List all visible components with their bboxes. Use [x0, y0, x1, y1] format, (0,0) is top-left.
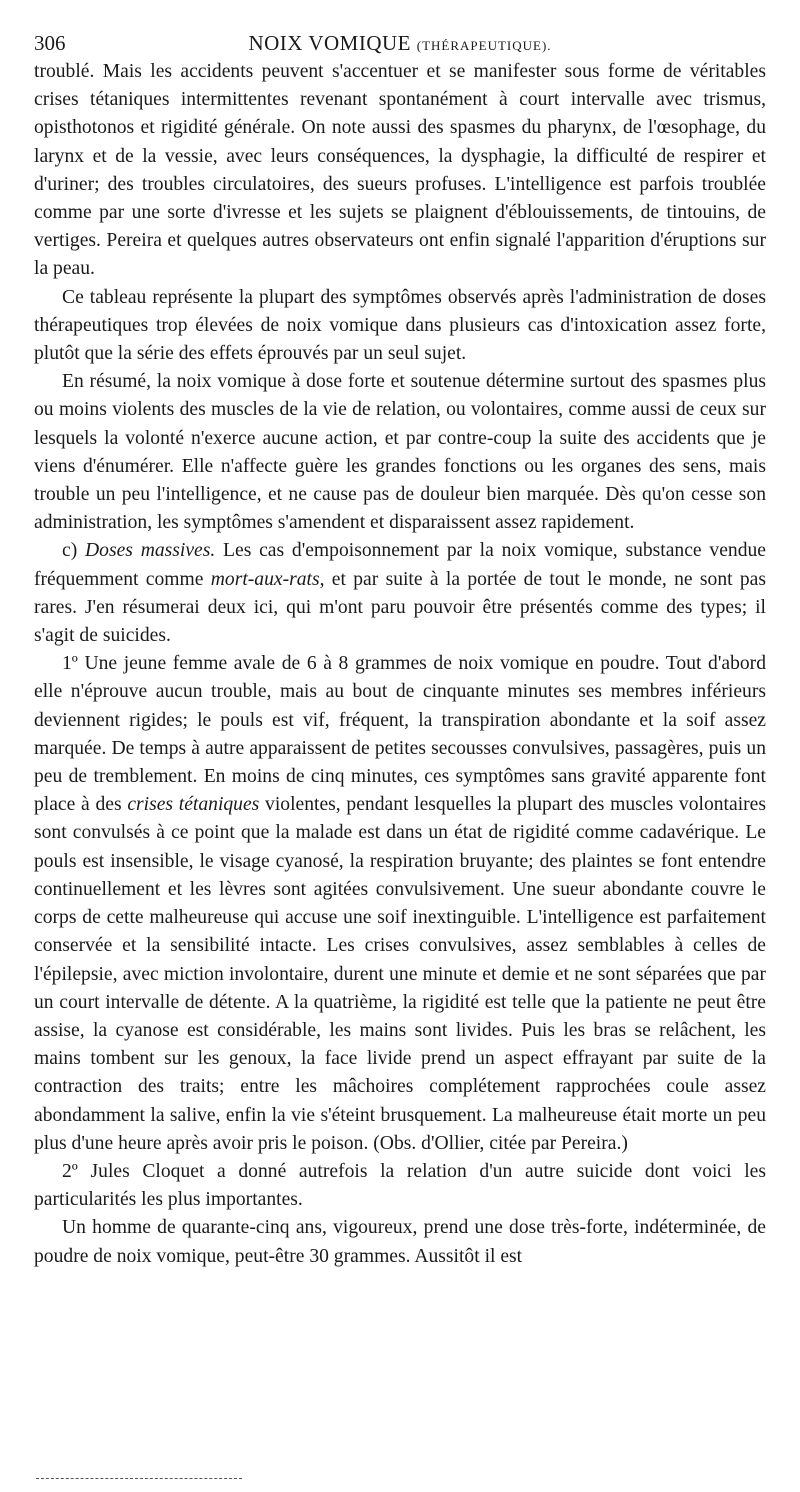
running-title	[34, 30, 766, 59]
paragraph-text: Les cas d'empoisonnement par la noix vomique, substance vendue fréquemment comme	[34, 540, 766, 590]
paragraph-case-2: 2º Jules Cloquet a donné autrefois la relation d'un autre suicide dont voici les particularités les plus importantes.	[34, 1160, 766, 1211]
paragraph-resume: En résumé, la noix vomique à dose forte et soutenue détermine surtout des spasmes plus ou moins violents des muscles de la vie de relation, ou volontaires, comme aussi de ceux sur lesquels la volonté n'exerce aucune action, et par contre-coup la suite des accidents que je viens d'énumérer. Elle n'affecte guère les grandes fonctions ou les organes des sens, mais trouble un peu l'intelligence, et ne cause pas de douleur bien marquée. Dès qu'on cesse son administration, les symptômes s'amendent et disparaissent assez rapidement.	[34, 371, 766, 534]
running-head	[34, 30, 766, 56]
paragraph-text: violentes, pendant lesquelles la plupart des muscles volontaires sont convulsés à ce point que la malade est dans un état de rigidité comme cadavérique. Le pouls est insensible, le visage cyanosé, la respiration bruyante; des plaintes se font entendre continuellement et les lèvres sont agitées convulsivement. Une sueur abondante couvre le corps de cette malheureuse qui accuse une soif inextinguible. L'intelligence est parfaitement conservée et la sensibilité intacte. Les crises convulsives, assez semblables à celles de l'épilepsie, avec miction involontaire, durent une minute et demie et ne sont séparées que par un court intervalle de détente. A la quatrième, la rigidité est telle que la patiente ne peut être assise, la cyanose est considérable, les mains sont livides. Puis les bras se relâchent, les mains tombent sur les genoux, la face livide prend un aspect effrayant par suite de la contraction des traits; entre les mâchoires complétement rapprochées coule assez abondamment la salive, enfin la vie s'éteint brusquement. La malheureuse était morte un peu plus d'une heure après avoir pris le poison. (Obs. d'Ollier, citée par Pereira.)	[34, 794, 766, 1154]
paragraph-doses-massives	[34, 537, 766, 650]
running-title-main: NOIX VOMIQUE	[248, 31, 411, 55]
section-heading: Doses massives.	[85, 540, 216, 562]
paragraph-case-2-detail: Un homme de quarante-cinq ans, vigoureux, prend une dose très-forte, indéterminée, de poudre de noix vomique, peut-être 30 grammes. Aussitôt il est	[34, 1217, 766, 1267]
page-number: 306	[34, 31, 66, 55]
paragraph-case-1	[34, 650, 766, 1158]
emphasis-term: mort-aux-rats	[210, 568, 320, 590]
section-label: c)	[62, 540, 78, 562]
running-title-subtitle: (THÉRAPEUTIQUE).	[416, 38, 552, 53]
paragraph-tableau: Ce tableau représente la plupart des symptômes observés après l'administration de doses thérapeutiques trop élevées de noix vomique dans plusieurs cas d'intoxication assez forte, plutôt que la série des effets éprouvés par un seul sujet.	[34, 286, 766, 365]
paragraph-continued: troublé. Mais les accidents peuvent s'accentuer et se manifester sous forme de véritables crises tétaniques intermittentes revenant spontanément à court intervalle avec trismus, opisthotonos et rigidité générale. On note aussi des spasmes du pharynx, de l'œsophage, du larynx et de la vessie, avec leurs conséquences, la dysphagie, la difficulté de respirer et d'uriner; des troubles circulatoires, des sueurs profuses. L'intelligence est parfois troublée comme par une sorte d'ivresse et les sujets se plaignent d'éblouissements, de tintouins, de vertiges. Pereira et quelques autres observateurs ont enfin signalé l'apparition d'éruptions sur la peau.	[34, 61, 766, 280]
body-text	[34, 58, 766, 1271]
document-page	[34, 30, 766, 1271]
footer-rule	[36, 1478, 242, 1479]
paragraph-text: , et par suite à la portée de tout le monde, ne sont pas rares. J'en résumerai deux ici, qui m'ont paru pouvoir être présentés comme des types; il s'agit de suicides.	[34, 568, 767, 647]
paragraph-text: 1º Une jeune femme avale de 6 à 8 grammes de noix vomique en poudre. Tout d'abord elle n'éprouve aucun trouble, mais au bout de cinquante minutes ses membres inférieurs deviennent rigides; le pouls est vif, fréquent, la transpiration abondante et la soif assez marquée. De temps à autre apparaissent de petites secousses convulsives, passagères, puis un peu de tremblement. En moins de cinq minutes, ces symptômes sans gravité apparente font place à des	[34, 653, 766, 816]
emphasis-term: crises tétaniques	[127, 794, 260, 816]
